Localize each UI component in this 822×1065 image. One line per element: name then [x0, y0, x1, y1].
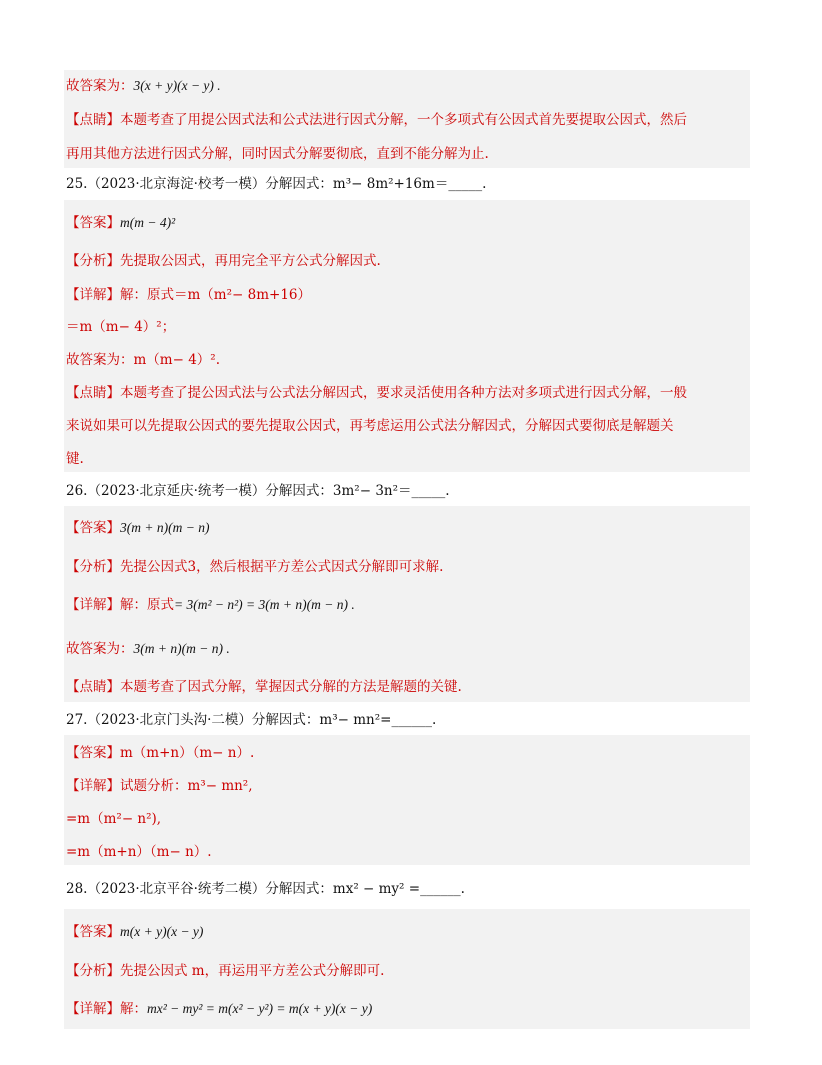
detail-26: 【详解】解：原式= 3(m² − n²) = 3(m + n)(m − n) .: [66, 597, 355, 613]
final-answer-24: [66, 77, 221, 95]
question-25: 25.（2023·北京海淀·校考一模）分解因式：m³− 8m²+16m＝_____.: [66, 176, 487, 192]
question-28: 28.（2023·北京平谷·统考二模）分解因式：mx² − my² =______.: [66, 881, 465, 897]
detail-27-step1: =m（m²− n²),: [66, 811, 162, 827]
final-answer-label: 故答案为：: [66, 78, 134, 94]
detail-28: 【详解】解：mx² − my² = m(x² − y²) = m(x + y)(x − y): [66, 1001, 373, 1017]
tip-24-line2: 再用其他方法进行因式分解，同时因式分解要彻底，直到不能分解为止.: [66, 146, 489, 162]
detail-25-step1: ＝m（m− 4）²；: [66, 319, 176, 335]
final-answer-math: 3(x + y)(x − y) .: [133, 78, 221, 93]
analysis-26: 【分析】先提公因式3，然后根据平方差公式因式分解即可求解.: [66, 559, 444, 575]
answer-27: 【答案】m（m+n）（m− n）.: [66, 745, 255, 761]
detail-27-step2: =m（m+n）（m− n）.: [66, 844, 212, 860]
detail-25: 【详解】解：原式＝m（m²− 8m+16）: [66, 287, 311, 303]
tip-25-line1: 【点睛】本题考查了提公因式法与公式法分解因式，要求灵活使用各种方法对多项式进行因式分解，一般: [66, 385, 687, 401]
analysis-28: 【分析】先提公因式 m，再运用平方差公式分解即可.: [66, 963, 385, 979]
tip-25-line2: 来说如果可以先提取公因式的要先提取公因式，再考虑运用公式法分解因式，分解因式要彻底是解题关: [66, 418, 674, 434]
answer-26: 【答案】3(m + n)(m − n): [66, 520, 210, 536]
answer-28: 【答案】m(x + y)(x − y): [66, 924, 204, 940]
final-answer-25: 故答案为：m（m− 4）².: [66, 352, 220, 368]
answer-25: 【答案】m(m − 4)²: [66, 215, 176, 231]
question-26: 26.（2023·北京延庆·统考一模）分解因式：3m²− 3n²＝_____.: [66, 483, 450, 499]
tip-24-line1: 【点睛】本题考查了用提公因式法和公式法进行因式分解，一个多项式有公因式首先要提取公因式，然后: [66, 112, 687, 128]
detail-27: 【详解】试题分析：m³− mn²,: [66, 778, 253, 794]
question-27: 27.（2023·北京门头沟·二模）分解因式：m³− mn²=______.: [66, 712, 437, 728]
tip-25-line3: 键.: [66, 451, 84, 467]
final-answer-26: 故答案为：3(m + n)(m − n) .: [66, 641, 230, 657]
analysis-25: 【分析】先提取公因式，再用完全平方公式分解因式.: [66, 253, 381, 269]
tip-26: 【点睛】本题考查了因式分解，掌握因式分解的方法是解题的关键.: [66, 679, 462, 695]
